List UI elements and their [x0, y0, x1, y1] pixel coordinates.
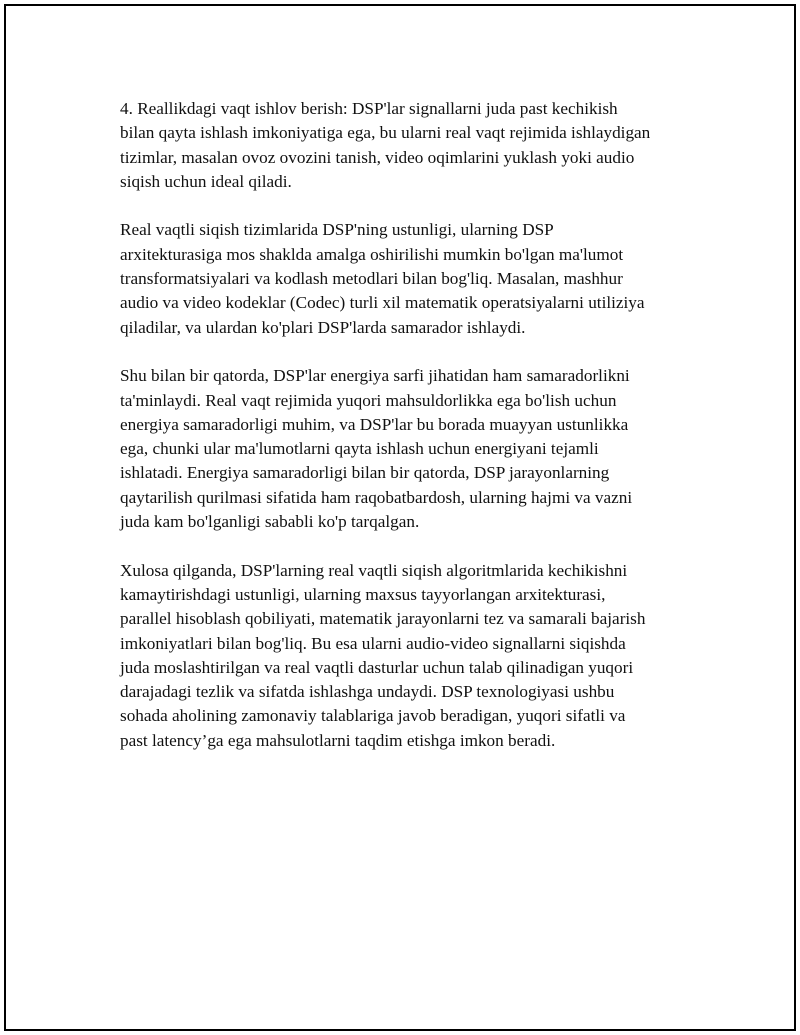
paragraph-real-time-processing: 4. Reallikdagi vaqt ishlov berish: DSP'lar signallarni juda past kechikish bilan qayta ishlash imkoniyatiga ega, bu ularni real vaqt rejimida ishlaydigan tizimlar, masalan ovoz ovozini tanish, video oqimlarini yuklash yoki audio siqish uchun ideal qiladi. — [120, 99, 651, 191]
paragraph-dsp-advantage: Real vaqtli siqish tizimlarida DSP'ning ustunligi, ularning DSP arxitekturasiga mos shaklda amalga oshirilishi mumkin bo'lgan ma'lumot transformatsiyalari va kodlash metodlari bilan bog'liq. Masalan, mashhur audio va video kodeklar (Codec) turli xil matematik operatsiyalarni utiliziya qiladilar, va ulardan ko'plari DSP'larda samarador ishlaydi. — [120, 220, 645, 337]
page-frame — [4, 4, 796, 1031]
page-content — [120, 97, 696, 777]
paragraph-conclusion: Xulosa qilganda, DSP'larning real vaqtli siqish algoritmlarida kechikishni kamaytirishdagi ustunligi, ularning maxsus tayyorlangan arxitekturasi, parallel hisoblash qobiliyati, matematik jarayonlarni tez va samarali bajarish imkoniyatlari bilan bog'liq. Bu esa ularni audio-video signallarni siqishda juda moslashtirilgan va real vaqtli dasturlar uchun talab qilinadigan yuqori darajadagi tezlik va sifatda ishlashga undaydi. DSP texnologiyasi ushbu sohada aholining zamonaviy talablariga javob beradigan, yuqori sifatli va past latency’ga ega mahsulotlarni taqdim etishga imkon beradi. — [120, 560, 646, 750]
paragraph-energy-efficiency: Shu bilan bir qatorda, DSP'lar energiya sarfi jihatidan ham samaradorlikni ta'minlaydi. Real vaqt rejimida yuqori mahsuldorlikka ega bo'lish uchun energiya samaradorligi muhim, va DSP'lar bu borada muayyan ustunlikka ega, chunki ular ma'lumotlarni qayta ishlash uchun energiyani tejamli ishlatadi. Energiya samaradorligi bilan bir qatorda, DSP jarayonlarning qaytarilish qurilmasi sifatida ham raqobatbardosh, ularning hajmi va vazni juda kam bo'lganligi sababli ko'p tarqalgan. — [120, 366, 633, 532]
